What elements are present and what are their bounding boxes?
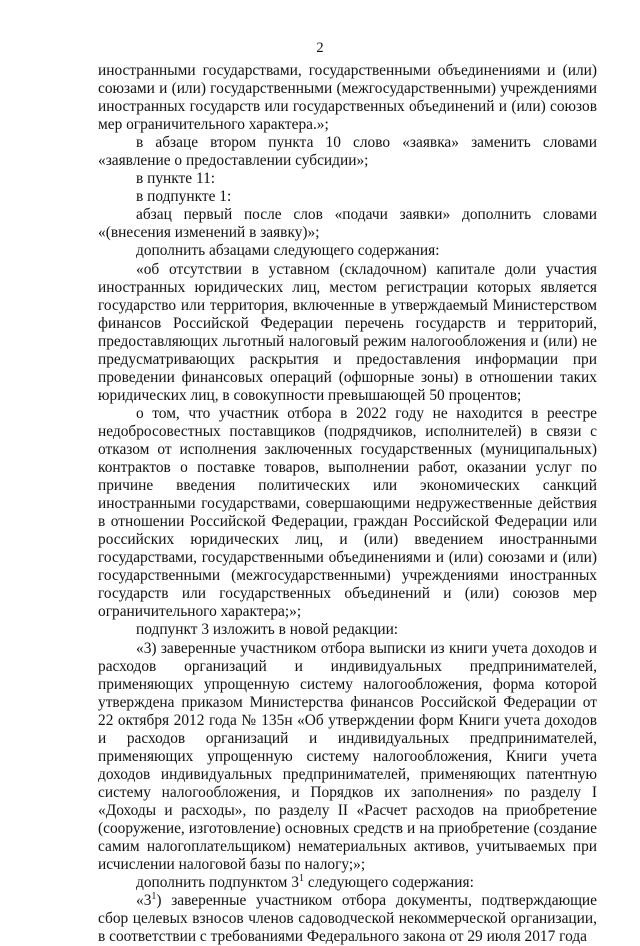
text-run: дополнить подпунктом 3 — [136, 874, 299, 892]
paragraph: «об отсутствии в уставном (складочном) капитале доли участия иностранных юридических лиц, местом регистрации которых является государство или территория, включенные в утверждаемый Министерством финансов Российской Федерации перечень государств и территорий, предоставляющих льготный налоговый режим налогообложения и (или) не предусматривающих раскрытия и предоставления информации при проведении финансовых операций (офшорные зоны) в отношении таких юридических лиц, в совокупности превышающей 50 процентов; — [98, 260, 597, 404]
paragraph: в абзаце втором пункта 10 слово «заявка» заменить словами «заявление о предоставлении субсидии»; — [98, 134, 597, 170]
paragraph: абзац первый после слов «подачи заявки» дополнить словами «(внесения изменений в заявку)»; — [98, 206, 597, 242]
paragraph: о том, что участник отбора в 2022 году не находится в реестре недобросовестных поставщиков (подрядчиков, исполнителей) в связи с отказом от исполнения заключенных государственных (муниципальных) контрактов о поставке товаров, выполнении работ, оказании услуг по причине введения политических или экономических санкций иностранными государствами, совершающими недружественные действия в отношении Российской Федерации, граждан Российской Федерации или российских юридических лиц, и (или) введением иностранными государствами, государственными объединениями и (или) союзами и (или) государственными (межгосударственными) учреждениями иностранных государств или государственных объединений и (или) союзов мер ограничительного характера;»; — [98, 404, 597, 621]
superscript: 1 — [298, 872, 304, 884]
text-run: следующего содержания: — [303, 874, 474, 892]
paragraph: «3) заверенные участником отбора выписки из книги учета доходов и расходов организаций и индивидуальных предпринимателей, применяющих упрощенную систему налогообложения, форма которой утверждена приказом Министерства финансов Российской Федерации от 22 октября 2012 года № 135н «Об утверждении форм Книги учета доходов и расходов организаций и индивидуальных предпринимателей, применяющих упрощенную систему налогообложения, Книги учета доходов индивидуальных предпринимателей, применяющих патентную систему налогообложения, и Порядков их заполнения» по разделу I «Доходы и расходы», по разделу II «Расчет расходов на приобретение (сооружение, изготовление) основных средств и на приобретение (создание самим налогоплательщиком) нематериальных активов, учитываемых при исчислении налоговой базы по налогу;»; — [98, 639, 597, 874]
paragraph-with-superscript — [98, 892, 597, 946]
superscript: 1 — [151, 891, 157, 903]
text-run: ) заверенные участником отбора документы, подтверждающие сбор целевых взносов членов садоводческой некоммерческой организации, в соответствии с требованиями Федерального закона от 29 июля 2017 года — [98, 892, 597, 946]
paragraph: дополнить абзацами следующего содержания: — [136, 242, 440, 260]
text-run: «3 — [136, 892, 152, 910]
paragraph: иностранными государствами, государственными объединениями и (или) союзами и (или) государственными (межгосударственными) учреждениями иностранных государств или государственных объединений и (или) союзов мер ограничительного характера.»; — [98, 62, 597, 134]
paragraph: подпункт 3 изложить в новой редакции: — [136, 621, 399, 639]
paragraph-with-superscript — [98, 874, 597, 892]
paragraph: в пункте 11: — [136, 170, 216, 188]
paragraph: в подпункте 1: — [136, 188, 232, 206]
document-body — [98, 62, 597, 946]
page-number: 2 — [316, 40, 324, 56]
